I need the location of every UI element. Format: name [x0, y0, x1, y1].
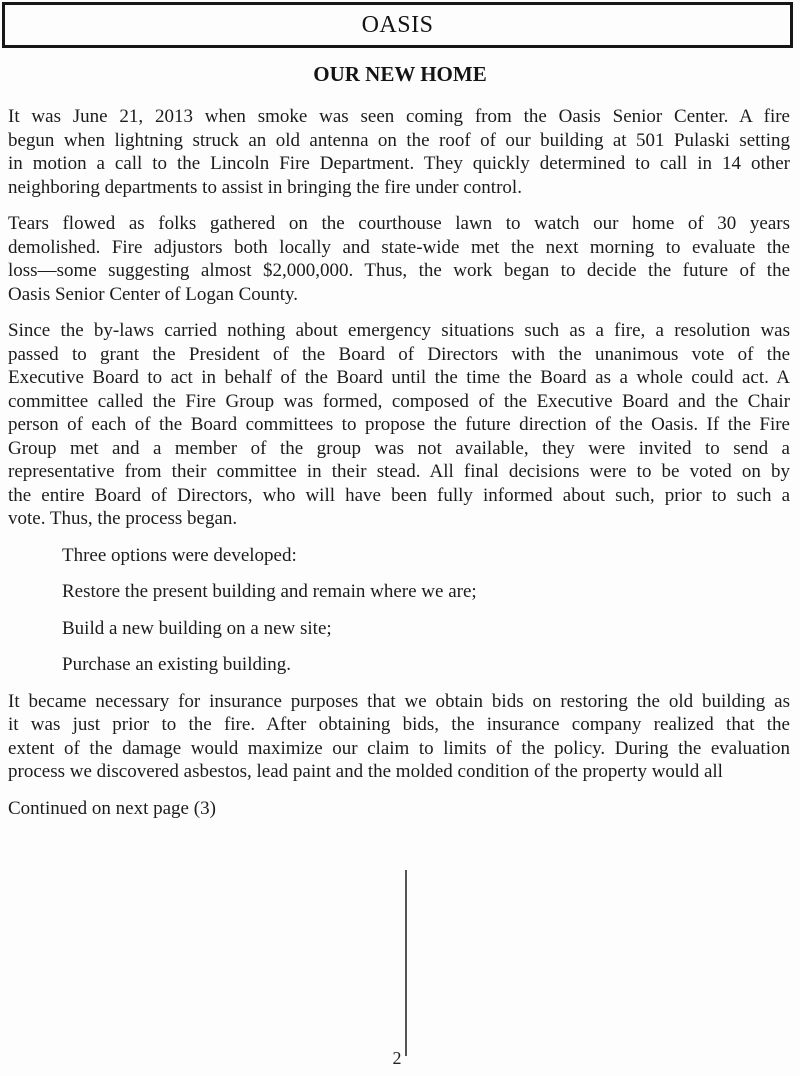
- masthead-title: OASIS: [361, 11, 434, 38]
- footer-divider-line: [405, 870, 407, 1056]
- paragraph: [8, 212, 790, 306]
- masthead-box: [2, 2, 793, 48]
- paragraph: [8, 105, 790, 199]
- text-line: Restore the present building and remain where we are;: [62, 581, 477, 602]
- indented-line: [8, 617, 790, 641]
- text-line: Continued on next page (3): [8, 797, 216, 819]
- indented-line: [8, 544, 790, 568]
- text-line: loss—some suggesting almost $2,000,000. Thus, the work began to decide the future of the: [8, 260, 790, 281]
- text-line: Build a new building on a new site;: [62, 617, 332, 639]
- text-line: Oasis Senior Center of Logan County.: [8, 283, 299, 305]
- paragraph: [8, 797, 790, 821]
- text-line: the entire Board of Directors, who will have been fully informed about such, prior to such a: [8, 484, 790, 506]
- text-line: demolished. Fire adjustors both locally and state-wide met the next morning to evaluate the: [8, 236, 790, 258]
- text-line: it was just prior to the fire. After obtaining bids, the insurance company realized that the: [8, 714, 790, 735]
- paragraph: [8, 690, 790, 784]
- text-line: process we discovered asbestos, lead paint and the molded condition of the property would all: [8, 761, 723, 782]
- text-line: committee called the Fire Group was formed, composed of the Executive Board and the Chair: [8, 390, 790, 412]
- text-line: Purchase an existing building.: [62, 654, 292, 675]
- text-line: begun when lightning struck an old antenna on the roof of our building at 501 Pulaski setting: [8, 129, 790, 151]
- text-line: in motion a call to the Lincoln Fire Department. They quickly determined to call in 14 other: [8, 153, 790, 174]
- text-line: extent of the damage would maximize our claim to limits of the policy. During the evaluation: [8, 737, 790, 759]
- text-line: passed to grant the President of the Board of Directors with the unanimous vote of the: [8, 343, 790, 365]
- indented-line: [8, 580, 790, 604]
- text-line: It was June 21, 2013 when smoke was seen coming from the Oasis Senior Center. A fire: [8, 106, 790, 127]
- indented-line: [8, 653, 790, 677]
- text-line: It became necessary for insurance purposes that we obtain bids on restoring the old building as: [8, 690, 790, 712]
- text-line: vote. Thus, the process began.: [8, 508, 238, 529]
- text-line: Since the by-laws carried nothing about emergency situations such as a fire, a resolution was: [8, 320, 790, 341]
- article-heading: OUR NEW HOME: [313, 62, 487, 86]
- text-line: Tears flowed as folks gathered on the courthouse lawn to watch our home of 30 years: [8, 213, 790, 234]
- text-line: neighboring departments to assist in bringing the fire under control.: [8, 176, 522, 198]
- text-line: Group met and a member of the group was not available, they were invited to send a: [8, 437, 790, 459]
- text-line: Three options were developed:: [62, 544, 297, 566]
- text-line: person of each of the Board committees to propose the future direction of the Oasis. If the Fire: [8, 414, 790, 435]
- document-body: [0, 105, 800, 820]
- page-number: 2: [392, 1048, 402, 1068]
- paragraph: [8, 319, 790, 531]
- text-line: Executive Board to act in behalf of the Board until the time the Board as a whole could act. A: [8, 367, 790, 388]
- text-line: representative from their committee in their stead. All final decisions were to be voted on by: [8, 461, 790, 482]
